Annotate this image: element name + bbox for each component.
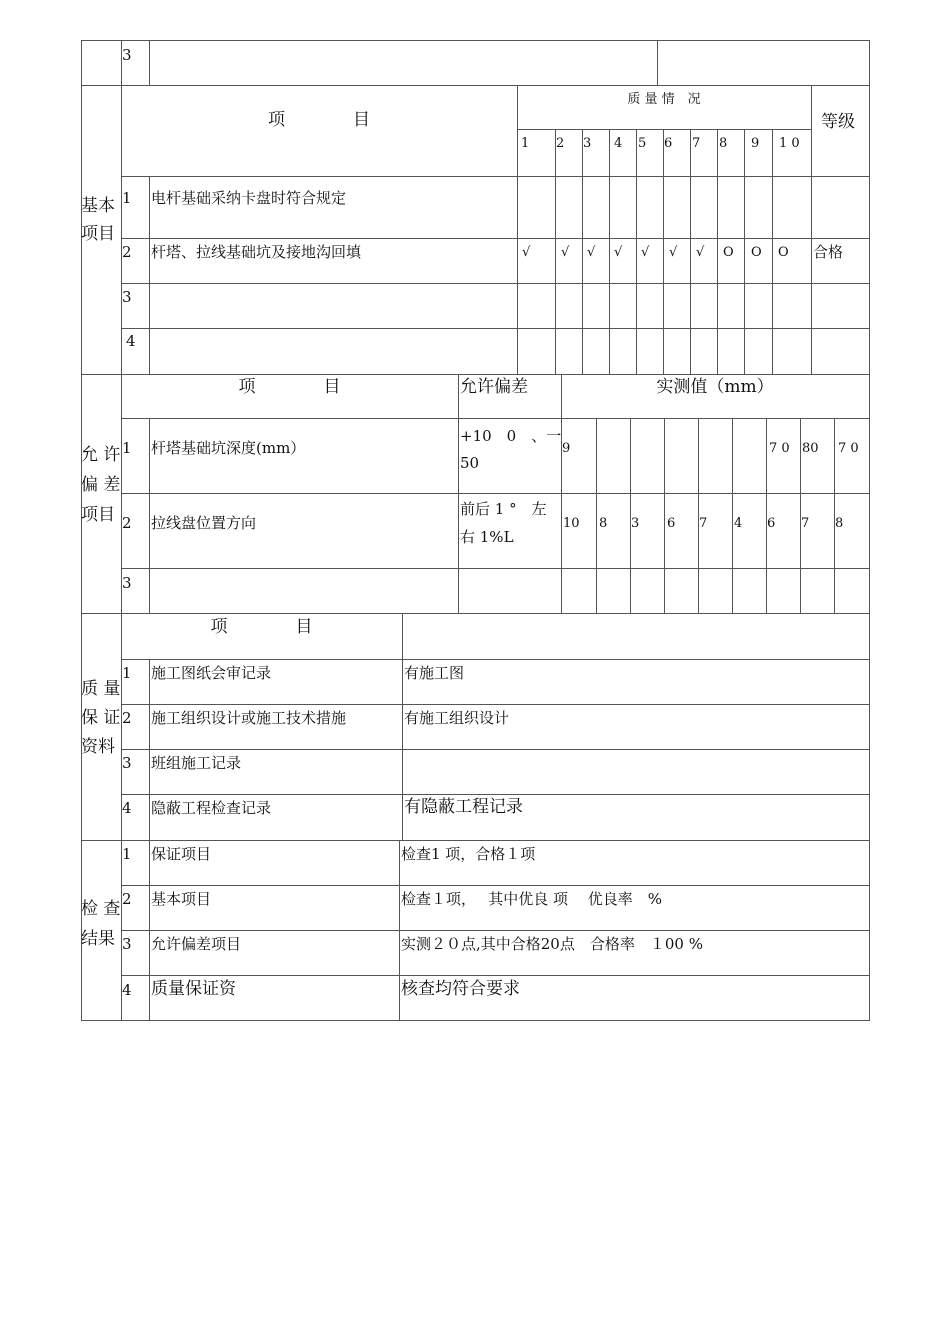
- column-header-item: 项 目: [210, 617, 313, 637]
- section-label-line: 资料: [81, 737, 115, 757]
- item-label: 杆塔、拉线基础坑及接地沟回填: [151, 243, 362, 261]
- quality-mark: √: [561, 245, 570, 260]
- row-number: 2: [122, 514, 132, 532]
- quality-mark: √: [641, 245, 650, 260]
- item-label: 电杆基础采纳卡盘时符合规定: [151, 189, 347, 207]
- allowance-line: 右 1%L: [460, 528, 514, 546]
- row-number: 2: [122, 890, 132, 908]
- measured-value: 3: [631, 516, 640, 531]
- quality-mark: √: [696, 245, 705, 260]
- item-label: 保证项目: [151, 845, 212, 863]
- quality-col-8: 8: [719, 136, 728, 151]
- row-number: 1: [122, 845, 132, 863]
- column-header-quality: 质 量 情 况: [627, 92, 701, 107]
- measured-value: 4: [734, 516, 743, 531]
- section-label-line: 保 证: [81, 708, 121, 728]
- row-number: 3: [122, 935, 132, 953]
- item-label: 施工图纸会审记录: [151, 664, 272, 682]
- row-number: 3: [122, 288, 132, 306]
- column-header-item: 项 目: [268, 110, 370, 130]
- measured-value: 7: [699, 516, 708, 531]
- quality-mark: √: [522, 245, 531, 260]
- grade-value: 合格: [813, 243, 844, 261]
- allowance-line: 50: [460, 454, 480, 472]
- quality-col-4: 4: [614, 136, 623, 151]
- item-label: 基本项目: [151, 890, 212, 908]
- measured-value: 8: [599, 516, 608, 531]
- row-number: 3: [122, 46, 132, 64]
- quality-col-6: 6: [664, 136, 673, 151]
- column-header-allowance: 允许偏差: [460, 377, 528, 397]
- quality-mark: √: [614, 245, 623, 260]
- row-number: 1: [122, 189, 132, 207]
- row-number: 1: [122, 664, 132, 682]
- measured-value: 9: [562, 441, 571, 456]
- measured-value: 6: [667, 516, 676, 531]
- row-number: 3: [122, 574, 132, 592]
- row-number: 3: [122, 754, 132, 772]
- section-label-line: 偏 差: [81, 475, 121, 495]
- section-label-line: 检 查: [81, 899, 121, 919]
- result-value: 检查１项， 其中优良 项 优良率 %: [401, 890, 663, 908]
- row-number: 2: [122, 709, 132, 727]
- result-value: 核查均符合要求: [401, 979, 520, 999]
- section-label-line: 允 许: [81, 445, 121, 465]
- measured-value: 80: [802, 441, 819, 456]
- section-label-line: 项目: [81, 505, 115, 525]
- item-label: 班组施工记录: [151, 754, 242, 772]
- measured-value: 8: [835, 516, 844, 531]
- quality-mark: O: [778, 245, 789, 260]
- measured-value: 7 0: [838, 441, 859, 456]
- measured-value: 7 0: [769, 441, 790, 456]
- measured-value: 6: [767, 516, 776, 531]
- row-number: 4: [126, 332, 136, 350]
- column-header-grade: 等级: [821, 112, 855, 132]
- row-number: 4: [122, 799, 132, 817]
- quality-mark: √: [587, 245, 596, 260]
- measured-value: 10: [563, 516, 580, 531]
- result-value: 检查1 项，合格１项: [401, 845, 536, 863]
- allowance-line: +10 0 、一: [460, 427, 562, 445]
- quality-mark: √: [669, 245, 678, 260]
- quality-mark: O: [751, 245, 762, 260]
- item-label: 杆塔基础坑深度(mm）: [151, 439, 306, 457]
- quality-mark: O: [723, 245, 734, 260]
- row-number: 2: [122, 243, 132, 261]
- section-label-line: 项目: [81, 224, 115, 244]
- quality-col-5: 5: [638, 136, 647, 151]
- item-label: 隐蔽工程检查记录: [151, 799, 272, 817]
- column-header-item: 项 目: [238, 377, 341, 397]
- quality-col-1: 1: [521, 136, 530, 151]
- record-value: 有施工图: [404, 664, 465, 682]
- record-value: 有施工组织设计: [404, 709, 510, 727]
- column-header-measured: 实测值（mm）: [656, 377, 774, 397]
- section-label-line: 质 量: [81, 679, 121, 699]
- quality-col-10: 1 0: [779, 136, 800, 151]
- measured-value: 7: [801, 516, 810, 531]
- quality-col-7: 7: [692, 136, 701, 151]
- row-number: 4: [122, 981, 132, 999]
- quality-col-3: 3: [583, 136, 592, 151]
- section-label-line: 结果: [81, 929, 115, 949]
- quality-col-2: 2: [556, 136, 565, 151]
- result-value: 实测２０点,其中合格20点 合格率 １00 %: [401, 935, 703, 953]
- section-label-line: 基本: [81, 196, 115, 216]
- item-label: 质量保证资: [151, 979, 236, 999]
- quality-col-9: 9: [751, 136, 760, 151]
- item-label: 拉线盘位置方向: [151, 514, 257, 532]
- record-value: 有隐蔽工程记录: [404, 797, 523, 817]
- item-label: 允许偏差项目: [151, 935, 242, 953]
- item-label: 施工组织设计或施工技术措施: [151, 709, 347, 727]
- row-number: 1: [122, 439, 132, 457]
- allowance-line: 前后 1 ° 左: [460, 500, 547, 518]
